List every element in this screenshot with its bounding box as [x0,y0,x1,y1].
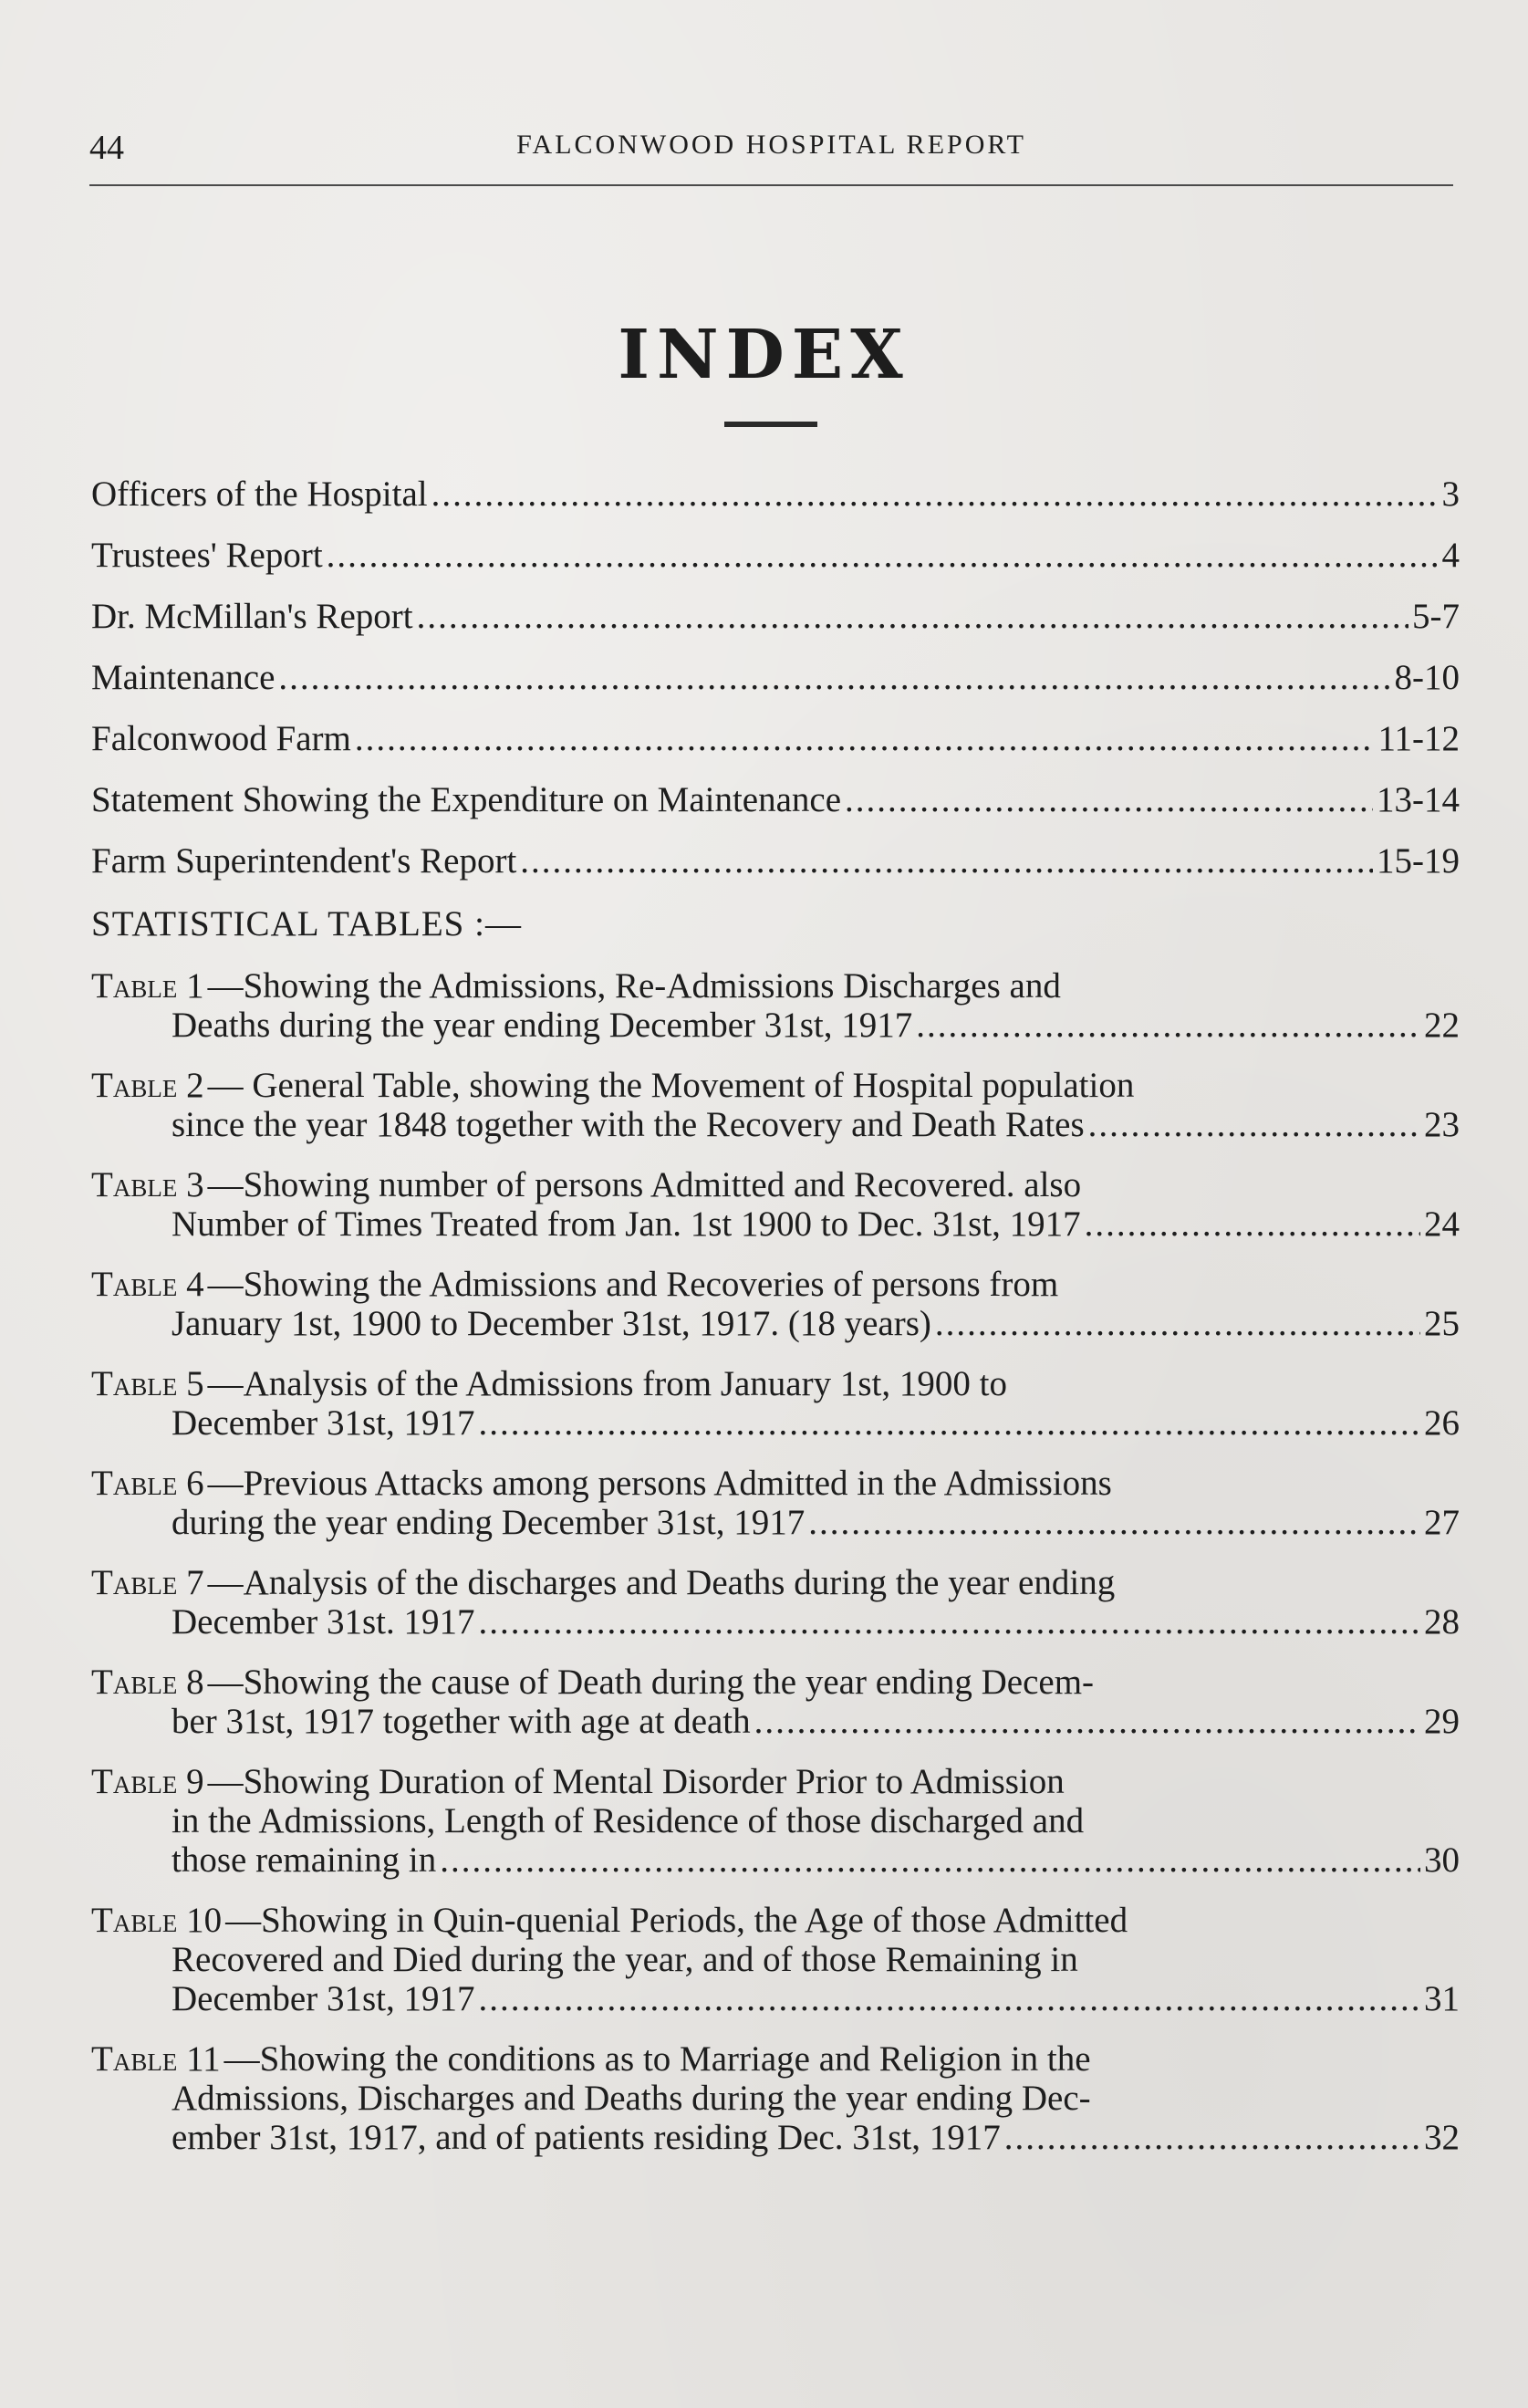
entry-page: 4 [1441,536,1460,575]
entry-page: 22 [1424,1006,1460,1045]
table-entry [91,1663,1460,1741]
entry-page: 32 [1424,2118,1460,2157]
table-line: in the Admissions, Length of Residence of those discharged and [172,1801,1085,1840]
title-rule [724,422,817,427]
entry-page: 26 [1424,1403,1460,1443]
dot-leader [479,1979,1421,2018]
table-entry [91,1165,1460,1244]
index-list [91,474,1460,2178]
entry-page: 5-7 [1412,597,1460,636]
table-entry [91,1762,1460,1880]
table-name: Table 7 [91,1563,204,1602]
table-line: Deaths during the year ending December 31st, 1917 [172,1006,913,1045]
index-entry [91,536,1460,597]
table-name: Table 9 [91,1762,204,1801]
table-line: December 31st, 1917 [172,1403,475,1443]
table-line: —Showing in Quin-quenial Periods, the Age of those Admitted [225,1901,1128,1940]
entry-page: 13-14 [1377,780,1460,819]
dot-leader [808,1503,1420,1542]
dot-leader [520,841,1373,881]
table-name: Table 11 [91,2039,221,2079]
index-entry [91,474,1460,536]
page-header [89,120,1453,193]
header-rule [89,184,1453,186]
dot-leader [935,1304,1420,1343]
table-line: —Showing the Admissions and Recoveries of persons from [207,1265,1059,1304]
dot-leader [1004,2118,1420,2157]
entry-label: Trustees' Report [91,536,323,575]
entry-label: Falconwood Farm [91,719,351,758]
table-entry [91,1464,1460,1542]
table-line: — General Table, showing the Movement of Hospital population [207,1066,1135,1105]
index-entry [91,597,1460,658]
table-line: ber 31st, 1917 together with age at death [172,1702,751,1741]
entry-page: 28 [1424,1602,1460,1642]
entry-page: 11-12 [1377,719,1460,758]
table-line: —Showing the cause of Death during the year ending Decem- [207,1663,1095,1702]
dot-leader [327,536,1439,575]
index-entry [91,780,1460,841]
table-name: Table 1 [91,966,204,1006]
statistical-tables-heading: STATISTICAL TABLES :— [91,904,522,943]
table-entry [91,1563,1460,1642]
entry-page: 8-10 [1394,658,1460,697]
table-line: Recovered and Died during the year, and of those Remaining in [172,1940,1078,1979]
page-number: 44 [89,129,124,167]
dot-leader [479,1403,1421,1443]
dot-leader [1088,1105,1420,1144]
index-entry [91,719,1460,780]
table-name: Table 10 [91,1901,223,1940]
table-line: Number of Times Treated from Jan. 1st 1900 to Dec. 31st, 1917 [172,1204,1081,1244]
entry-page: 3 [1441,474,1460,514]
table-line: during the year ending December 31st, 1917 [172,1503,806,1542]
table-line: those remaining in [172,1840,437,1880]
table-line: —Showing the conditions as to Marriage and Religion in the [223,2039,1091,2079]
dot-leader [355,719,1375,758]
entry-page: 31 [1424,1979,1460,2018]
index-entry [91,841,1460,902]
dot-leader [417,597,1408,636]
dot-leader [431,474,1439,514]
table-line: Admissions, Discharges and Deaths during the year ending Dec- [172,2079,1091,2118]
entry-label: Farm Superintendent's Report [91,841,517,881]
entry-label: Officers of the Hospital [91,474,428,514]
dot-leader [916,1006,1420,1045]
table-entry [91,1265,1460,1343]
entry-page: 23 [1424,1105,1460,1144]
index-entry [91,658,1460,719]
table-line: —Analysis of the discharges and Deaths during the year ending [207,1563,1116,1602]
dot-leader [1085,1204,1420,1244]
dot-leader [278,658,1390,697]
table-entry [91,966,1460,1045]
dot-leader [754,1702,1420,1741]
dot-leader [440,1840,1420,1880]
entry-label: Maintenance [91,658,275,697]
table-name: Table 6 [91,1464,204,1503]
table-name: Table 3 [91,1165,204,1204]
table-line: —Showing Duration of Mental Disorder Prior to Admission [207,1762,1065,1801]
table-line: since the year 1848 together with the Recovery and Death Rates [172,1105,1085,1144]
table-name: Table 2 [91,1066,204,1105]
table-line: December 31st. 1917 [172,1602,475,1642]
table-name: Table 4 [91,1265,204,1304]
dot-leader [479,1602,1421,1642]
running-head: FALCONWOOD HOSPITAL REPORT [516,130,1026,160]
table-name: Table 8 [91,1663,204,1702]
table-line: —Analysis of the Admissions from January 1st, 1900 to [207,1364,1007,1403]
entry-page: 30 [1424,1840,1460,1880]
table-line: ember 31st, 1917, and of patients residing Dec. 31st, 1917 [172,2118,1001,2157]
table-line: December 31st, 1917 [172,1979,475,2018]
entry-page: 27 [1424,1503,1460,1542]
table-name: Table 5 [91,1364,204,1403]
entry-page: 24 [1424,1204,1460,1244]
table-line: —Showing number of persons Admitted and Recovered. also [207,1165,1082,1204]
entry-page: 15-19 [1377,841,1460,881]
index-title: INDEX [618,316,910,394]
table-line: January 1st, 1900 to December 31st, 1917. (18 years) [172,1304,931,1343]
table-entry [91,1364,1460,1443]
dot-leader [845,780,1373,819]
table-entry [91,2039,1460,2157]
table-entry [91,1901,1460,2018]
entry-label: Dr. McMillan's Report [91,597,413,636]
entry-label: Statement Showing the Expenditure on Maintenance [91,780,842,819]
table-line: —Previous Attacks among persons Admitted in the Admissions [207,1464,1112,1503]
table-line: —Showing the Admissions, Re-Admissions Discharges and [207,966,1061,1006]
entry-page: 25 [1424,1304,1460,1343]
table-entry [91,1066,1460,1144]
entry-page: 29 [1424,1702,1460,1741]
